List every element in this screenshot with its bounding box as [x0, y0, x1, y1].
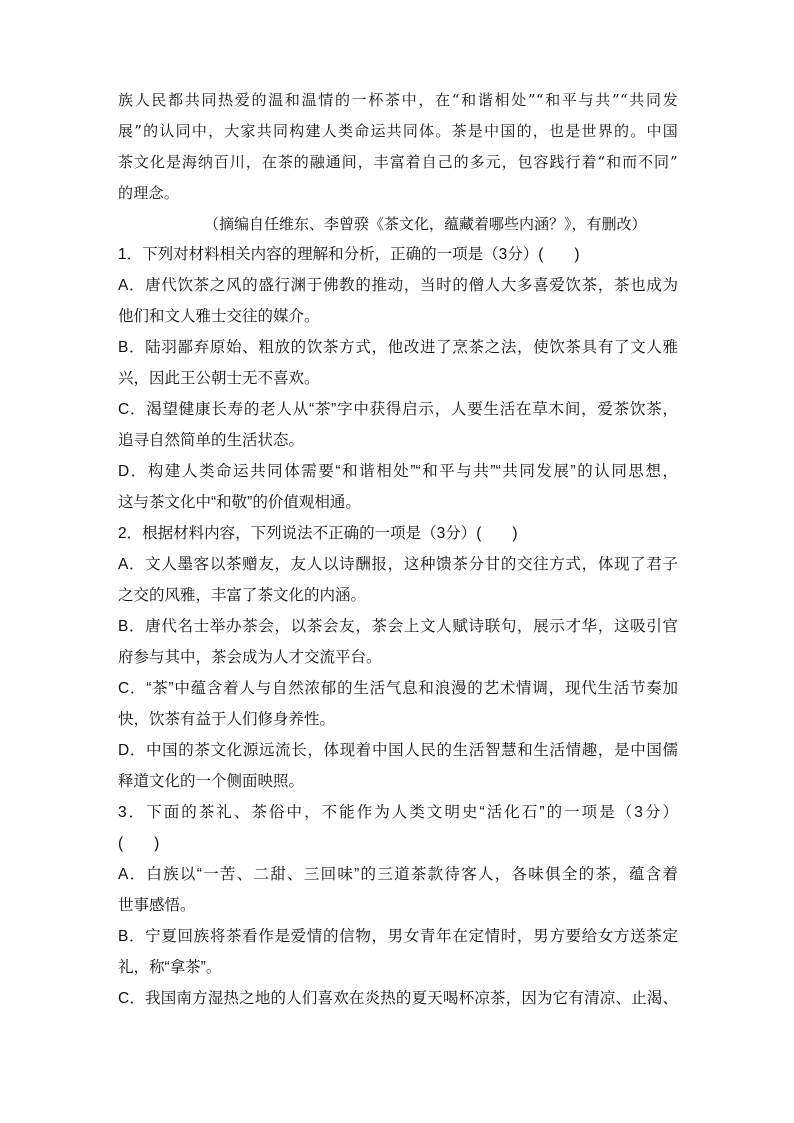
source-citation: （摘编自任维东、李曾骙《茶文化，蕴藏着哪些内涵？》，有删改） [204, 215, 647, 233]
option-line: C．渴望健康长寿的老人从“茶”字中获得启示，人要生活在草木间，爱茶饮茶， [118, 401, 678, 418]
option-line: B．陆羽鄙弃原始、粗放的饮茶方式，他改进了烹茶之法，使饮茶具有了文人雅 [118, 339, 678, 356]
question-stem: 3．下面的茶礼、茶俗中，不能作为人类文明史“活化石”的一项是（3分） [118, 804, 678, 821]
option-line: B．宁夏回族将茶看作是爱情的信物，男女青年在定情时，男方要给女方送茶定 [118, 928, 678, 945]
option-line: 礼，称“拿茶”。 [118, 959, 222, 976]
passage-line: 族人民都共同热爱的温和温情的一杯茶中，在“和谐相处”“和平与共”“共同发 [118, 91, 678, 109]
option-line: 追寻自然简单的生活状态。 [118, 432, 305, 449]
passage-line: 展”的认同中，大家共同构建人类命运共同体。茶是中国的，也是世界的。中国 [118, 122, 678, 140]
option-line: 这与茶文化中“和敬”的价值观相通。 [118, 494, 361, 511]
option-line: 快，饮茶有益于人们修身养性。 [118, 711, 336, 728]
option-line: 府参与其中，茶会成为人才交流平台。 [118, 649, 382, 666]
passage-paragraph [118, 85, 678, 209]
option-line: D．构建人类命运共同体需要“和谐相处”“和平与共”“共同发展”的认同思想， [118, 463, 678, 480]
option-line: A．白族以“一苦、二甜、三回味”的三道茶款待客人，各味俱全的茶，蕴含着 [118, 866, 678, 883]
passage-line: 的理念。 [118, 184, 180, 202]
option-line: 之交的风雅，丰富了茶文化的内涵。 [118, 587, 367, 604]
document-page [118, 85, 678, 1014]
question-stem: 1．下列对材料相关内容的理解和分析，正确的一项是（3分）( ) [118, 246, 580, 263]
option-line: 释道文化的一个侧面映照。 [118, 773, 305, 790]
option-line: B．唐代名士举办茶会，以茶会友，茶会上文人赋诗联句，展示才华，这吸引官 [118, 618, 678, 635]
question-stem: ( ) [118, 835, 160, 852]
option-line: 兴，因此王公朝士无不喜欢。 [118, 370, 320, 387]
option-line: C．“茶”中蕴含着人与自然浓郁的生活气息和浪漫的艺术情调，现代生活节奏加 [118, 680, 678, 697]
option-line: C．我国南方湿热之地的人们喜欢在炎热的夏天喝杯凉茶，因为它有清凉、止渴、 [118, 990, 678, 1007]
passage-line: 茶文化是海纳百川，在茶的融通间，丰富着自己的多元，包容践行着“和而不同” [118, 153, 678, 171]
option-line: A．唐代饮茶之风的盛行渊于佛教的推动，当时的僧人大多喜爱饮茶，茶也成为 [118, 277, 678, 294]
question-stem: 2．根据材料内容，下列说法不正确的一项是（3分）( ) [118, 525, 518, 542]
questions-section [118, 239, 678, 1014]
option-line: 他们和文人雅士交往的媒介。 [118, 308, 320, 325]
option-line: 世事感悟。 [118, 897, 196, 914]
option-line: D．中国的茶文化源远流长，体现着中国人民的生活智慧和生活情趣，是中国儒 [118, 742, 678, 759]
option-line: A．文人墨客以茶赠友，友人以诗酬报，这种馈茶分甘的交往方式，体现了君子 [118, 556, 678, 573]
